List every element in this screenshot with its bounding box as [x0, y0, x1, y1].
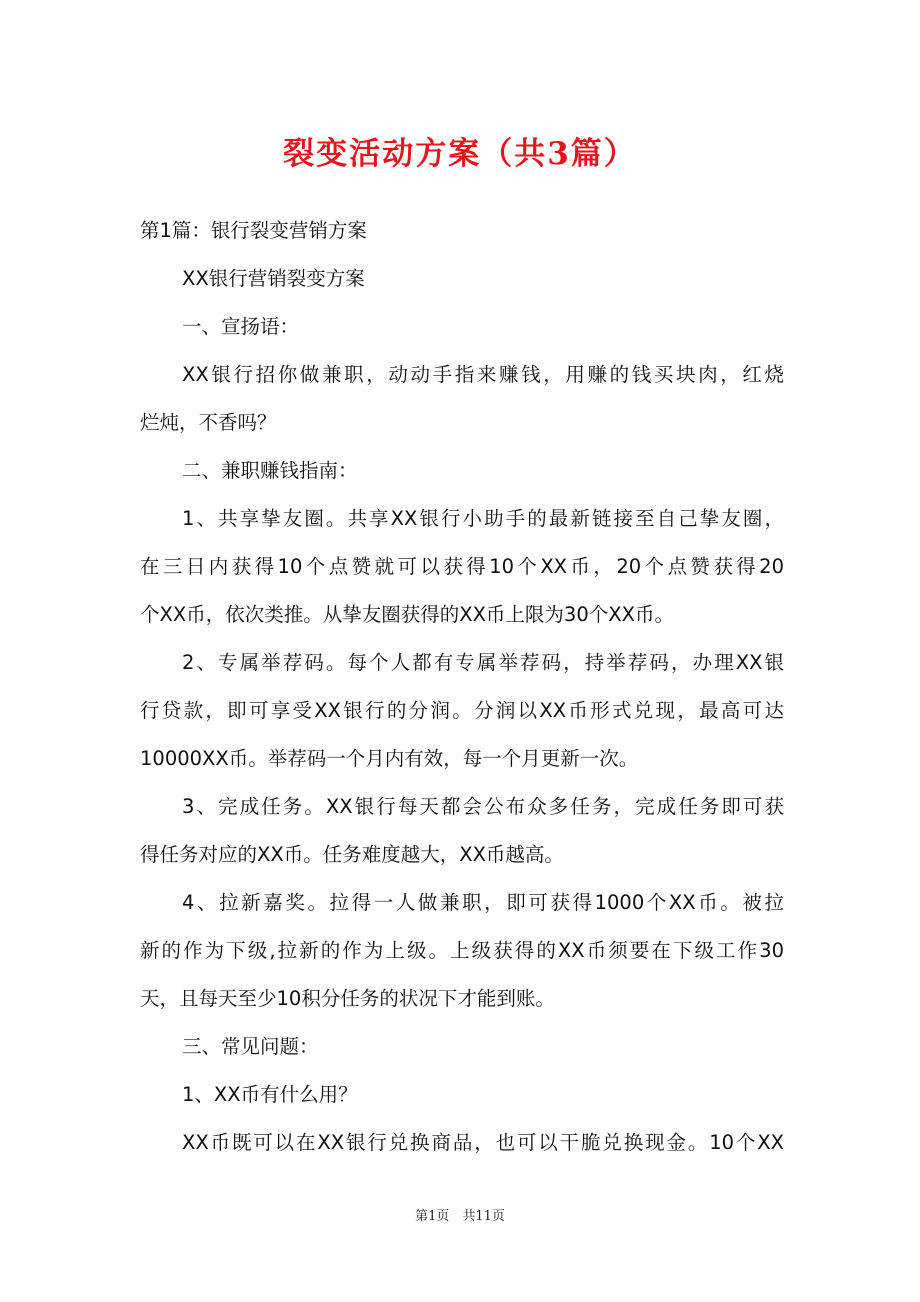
text-line: 二、兼职赚钱指南： [182, 459, 358, 482]
text-line: 一、宣扬语： [182, 315, 300, 338]
text-line: 三、常见问题： [182, 1035, 319, 1058]
text-line: 3、完成任务。XX银行每天都会公布众多任务，完成任务即可获 [182, 795, 784, 818]
text-line: 第1篇：银行裂变营销方案 [140, 219, 367, 242]
document-title: 裂变活动方案（共3篇） [283, 136, 637, 172]
text-line: 1、XX币有什么用？ [182, 1083, 358, 1106]
text-line: 得任务对应的XX币。任务难度越大，XX币越高。 [140, 843, 564, 866]
text-line: 新的作为下级,拉新的作为上级。上级获得的XX币须要在下级工作30 [140, 939, 784, 962]
text-line: 行贷款，即可享受XX银行的分润。分润以XX币形式兑现，最高可达 [140, 699, 784, 722]
text-line: 在三日内获得10个点赞就可以获得10个XX币，20个点赞获得20 [140, 555, 784, 578]
page-footer: 第1页 共11页 [415, 1209, 505, 1224]
text-line: 个XX币，依次类推。从挚友圈获得的XX币上限为30个XX币。 [140, 603, 674, 626]
document-body [140, 207, 784, 1167]
text-line: 4、拉新嘉奖。拉得一人做兼职，即可获得1000个XX币。被拉 [182, 891, 784, 914]
text-line: 1、共享挚友圈。共享XX银行小助手的最新链接至自己挚友圈， [182, 507, 784, 530]
text-line: XX币既可以在XX银行兑换商品，也可以干脆兑换现金。10个XX [182, 1131, 784, 1154]
text-line: 烂炖，不香吗？ [140, 411, 277, 434]
text-line: XX银行营销裂变方案 [182, 267, 365, 290]
text-line: 10000XX币。举荐码一个月内有效，每一个月更新一次。 [140, 747, 639, 770]
text-line: 2、专属举荐码。每个人都有专属举荐码，持举荐码，办理XX银 [182, 651, 784, 674]
text-line: XX银行招你做兼职，动动手指来赚钱，用赚的钱买块肉，红烧 [182, 363, 784, 386]
text-line: 天，且每天至少10积分任务的状况下才能到账。 [140, 987, 555, 1010]
